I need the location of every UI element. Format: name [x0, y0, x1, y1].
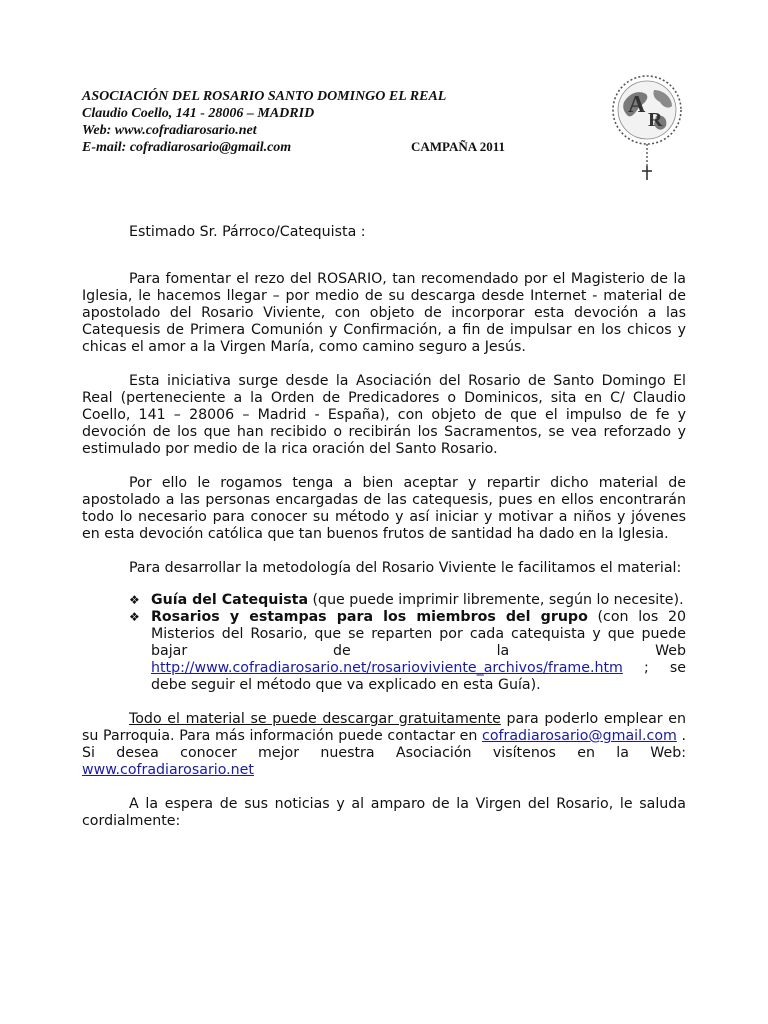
paragraph-4: Para desarrollar la metodología del Rosario Viviente le facilitamos el material:	[129, 560, 682, 576]
web-line: Web: www.cofradiarosario.net	[82, 123, 257, 138]
rosario-viviente-link[interactable]: http://www.cofradiarosario.net/rosarioviviente_archivos/frame.htm	[151, 660, 623, 676]
list-item	[129, 609, 686, 694]
address: Claudio Coello, 141 - 28006 – MADRID	[82, 106, 315, 121]
material-list	[82, 592, 686, 694]
item-text-end: ; se debe seguir el método que va explicado en esta Guía).	[151, 660, 686, 693]
free-download-note: Todo el material se puede descargar gratuitamente	[129, 711, 501, 727]
item-text: (que puede imprimir libremente, según lo necesite).	[308, 592, 684, 608]
org-name: ASOCIACIÓN DEL ROSARIO SANTO DOMINGO EL REAL	[82, 89, 447, 104]
website-link[interactable]: www.cofradiarosario.net	[82, 762, 254, 778]
rosary-globe-logo	[606, 72, 688, 184]
letterhead	[82, 88, 446, 156]
item-title: Guía del Catequista	[151, 592, 309, 608]
email-link[interactable]: cofradiarosario@gmail.com	[482, 728, 677, 744]
paragraph-5	[82, 711, 686, 779]
paragraph-2: Esta iniciativa surge desde la Asociación del Rosario de Santo Domingo El Real (perteneciente a la Orden de Predicadores o Dominicos, sita en C/ Claudio Coello, 141 – 28006 – Madrid - España), con objeto de que el impulso de fe y devoción de los que han recibido o recibirán los Sacramentos, se vea reforzado y estimulado por medio de la rica oración del Santo Rosario.	[82, 373, 686, 457]
closing: A la espera de sus noticias y al amparo de la Virgen del Rosario, le saluda cordialmente:	[82, 796, 686, 829]
paragraph-1: Para fomentar el rezo del ROSARIO, tan recomendado por el Magisterio de la Iglesia, le hacemos llegar – por medio de su descarga desde Internet - material de apostolado del Rosario Viviente, con objeto de incorporar esta devoción a las Catequesis de Primera Comunión y Confirmación, a fin de impulsar en los chicos y chicas el amor a la Virgen María, como camino seguro a Jesús.	[82, 271, 686, 355]
item-text: (con los 20 Misterios del Rosario, que se reparten por cada catequista y que puede bajar de la Web	[151, 609, 686, 659]
email-line: E-mail: cofradiarosario@gmail.com	[82, 140, 292, 155]
diamond-bullet-icon: ❖	[129, 610, 140, 624]
paragraph-3: Por ello le rogamos tenga a bien aceptar y repartir dicho material de apostolado a las personas encargadas de las catequesis, pues en ellos encontrarán todo lo necesario para conocer su método y así iniciar y motivar a niños y jóvenes en esta devoción católica que tan buenos frutos de santidad ha dado en la Iglesia.	[82, 475, 686, 542]
list-item	[129, 592, 686, 609]
paragraph-5-text-b: . Si desea conocer mejor nuestra Asociación visítenos en la Web:	[82, 728, 686, 761]
letter-body	[82, 224, 686, 830]
paragraph-5-text-a: para poderlo emplear en su Parroquia. Para más información puede contactar en	[82, 711, 686, 744]
greeting: Estimado Sr. Párroco/Catequista :	[129, 224, 366, 240]
item-title: Rosarios y estampas para los miembros del grupo	[151, 609, 588, 625]
svg-text:R: R	[648, 109, 663, 131]
campaign-label: CAMPAÑA 2011	[411, 139, 506, 154]
diamond-bullet-icon: ❖	[129, 593, 140, 607]
svg-text:A: A	[628, 92, 646, 118]
